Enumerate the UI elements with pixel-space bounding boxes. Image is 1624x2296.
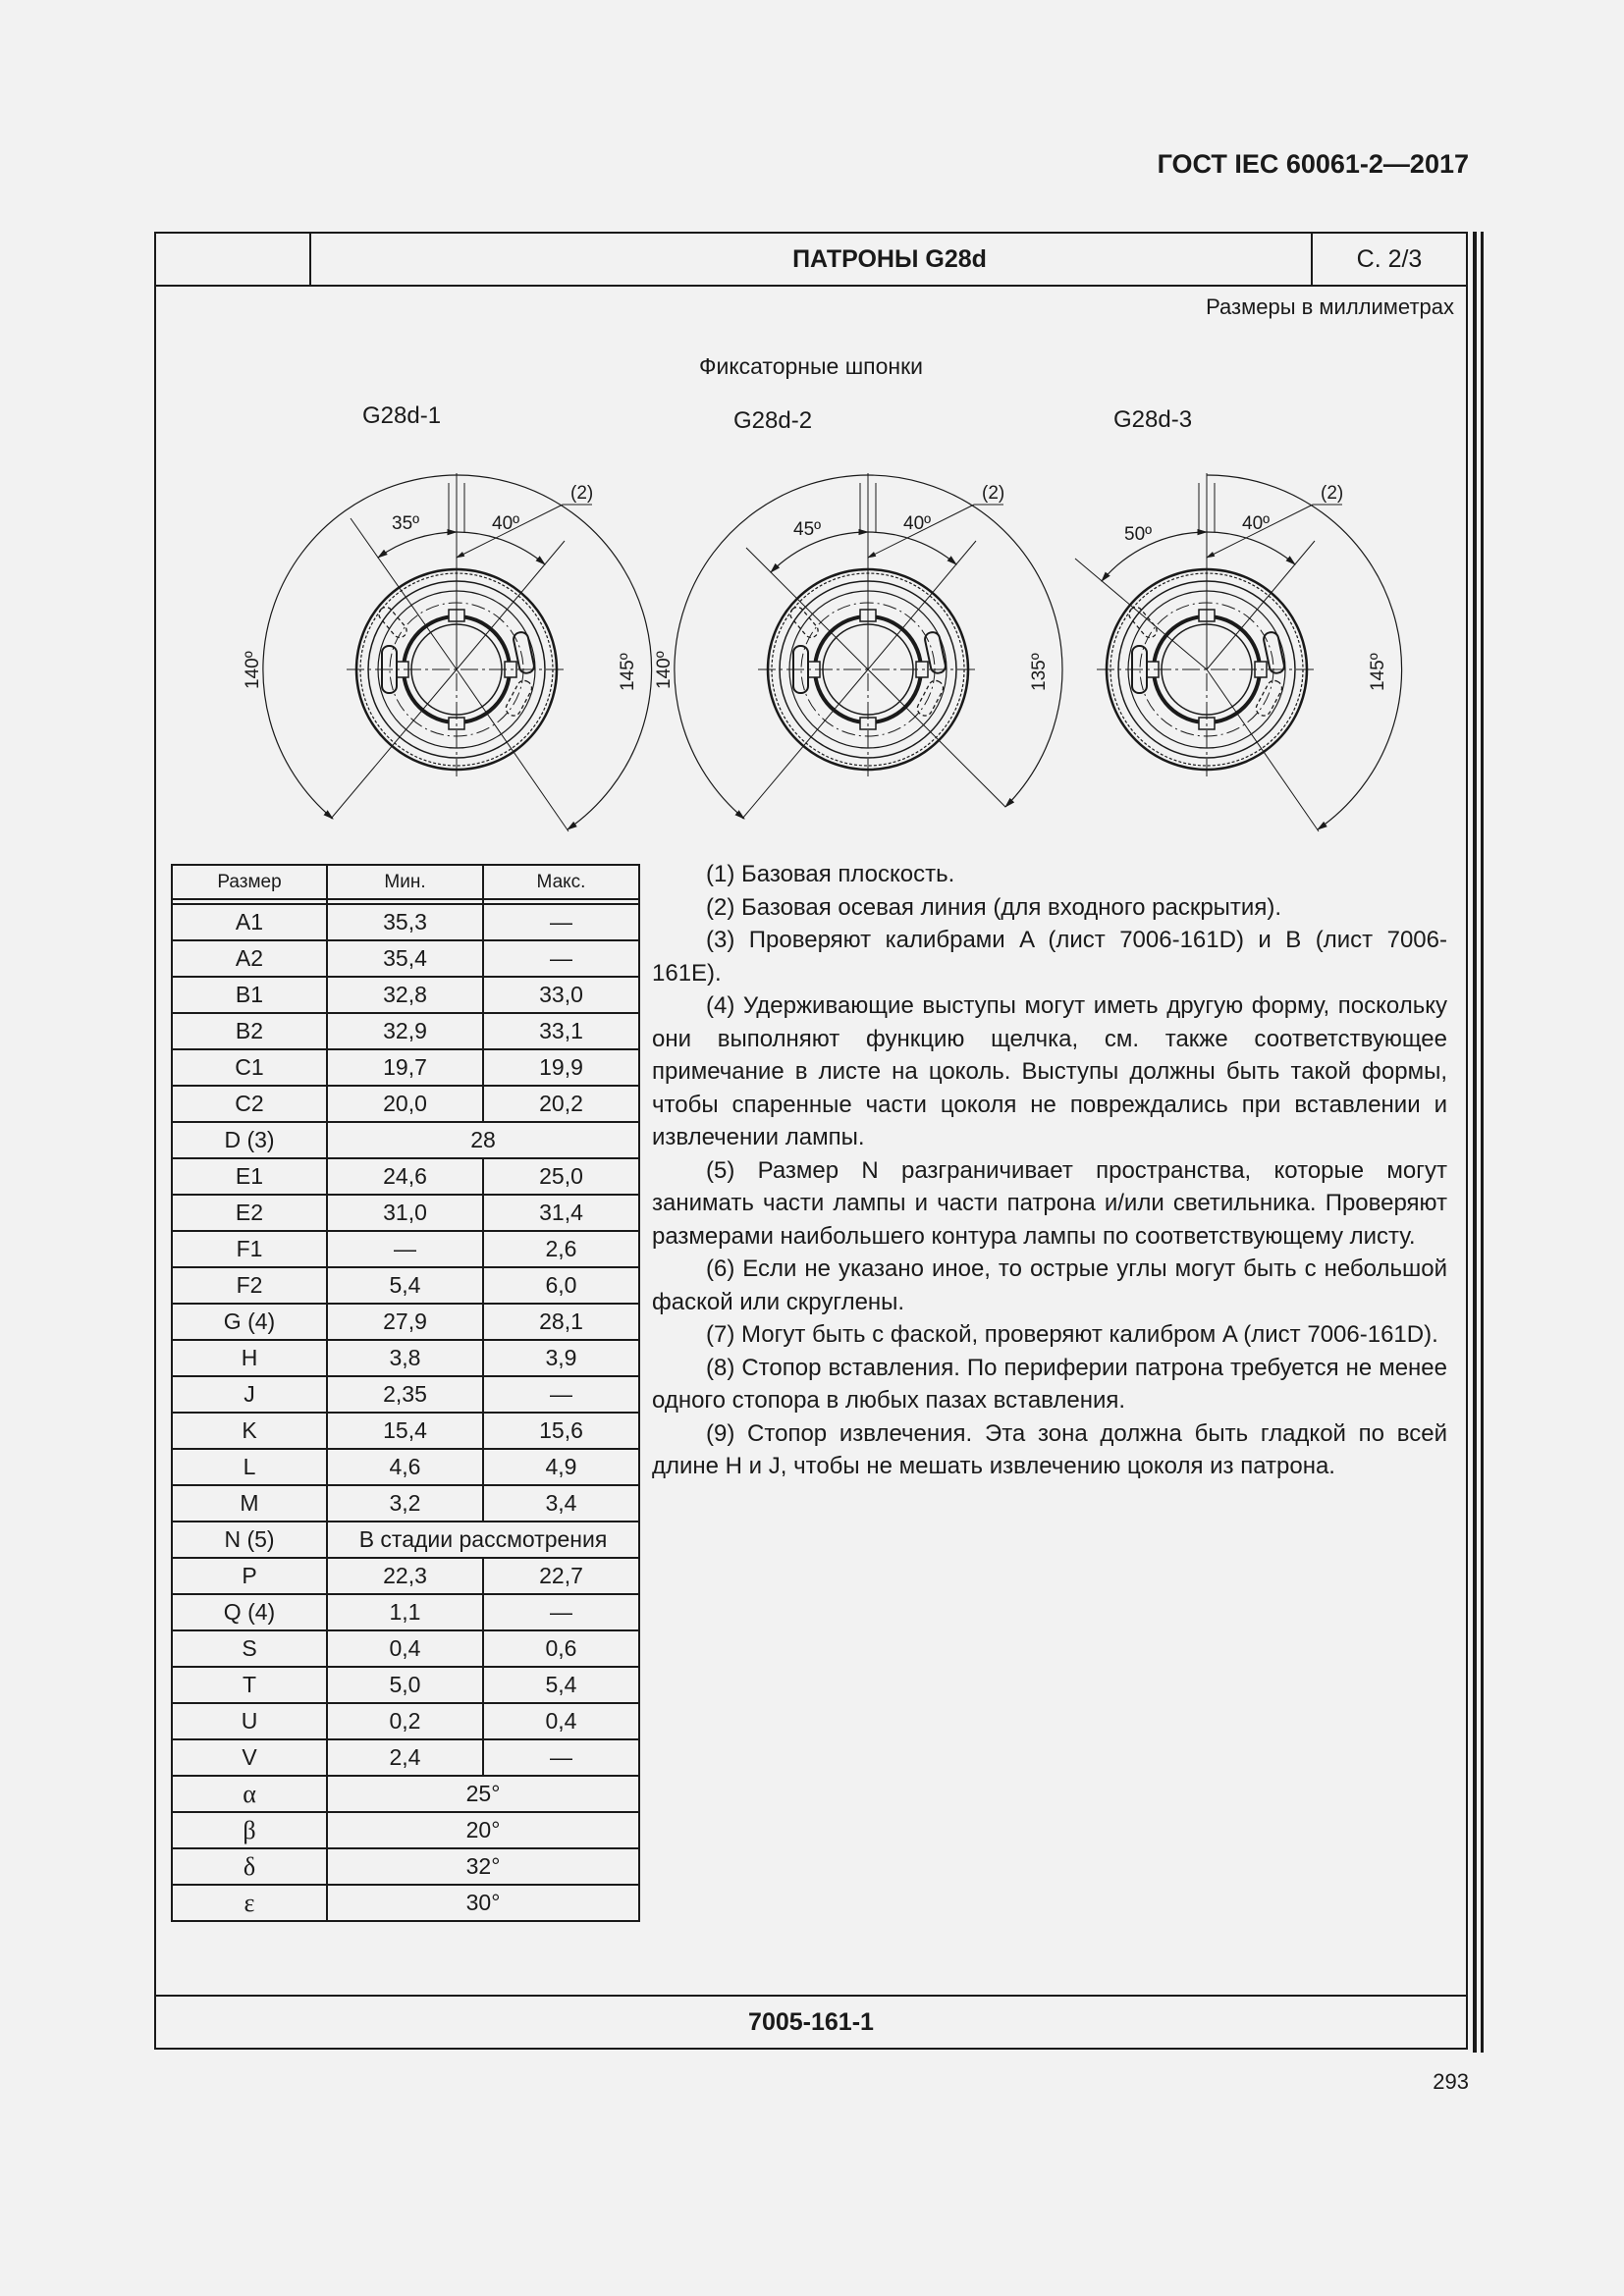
dimension-min: 3,8 bbox=[327, 1340, 483, 1376]
table-row bbox=[172, 1195, 639, 1231]
table-row bbox=[172, 1122, 639, 1158]
drawing-2-angle-left: 140º bbox=[654, 651, 675, 689]
drawing-3-angle-right: 145º bbox=[1368, 653, 1388, 691]
dimension-min: 20,0 bbox=[327, 1086, 483, 1122]
drawing-2-angle-right-top: 40º bbox=[903, 513, 932, 534]
dimension-min: 5,0 bbox=[327, 1667, 483, 1703]
drawing-3-angle-left-top: 50º bbox=[1124, 524, 1153, 545]
dimension-max: — bbox=[483, 904, 639, 940]
drawing-1-angle-left-top: 35º bbox=[392, 513, 420, 534]
dimension-name: C2 bbox=[172, 1086, 327, 1122]
dimension-max: 19,9 bbox=[483, 1049, 639, 1086]
drawing-1-ref: (2) bbox=[570, 483, 594, 504]
drawing-1-angle-left: 140º bbox=[243, 651, 263, 689]
dimension-min: 2,4 bbox=[327, 1739, 483, 1776]
table-row bbox=[172, 1304, 639, 1340]
dimension-max: 31,4 bbox=[483, 1195, 639, 1231]
dimension-max: — bbox=[483, 1376, 639, 1413]
dimension-name: L bbox=[172, 1449, 327, 1485]
dimension-max: 2,6 bbox=[483, 1231, 639, 1267]
sheet-page: С. 2/3 bbox=[1311, 234, 1466, 285]
table-header-cell: Размер bbox=[172, 865, 327, 899]
dimension-min: 31,0 bbox=[327, 1195, 483, 1231]
dimension-name: U bbox=[172, 1703, 327, 1739]
dimension-max: 4,9 bbox=[483, 1449, 639, 1485]
dimension-min: 35,3 bbox=[327, 904, 483, 940]
sheet-footer: 7005-161-1 bbox=[156, 1995, 1466, 2048]
table-header-cell: Мин. bbox=[327, 865, 483, 899]
table-row bbox=[172, 1594, 639, 1630]
dimension-name: B2 bbox=[172, 1013, 327, 1049]
table-row bbox=[172, 977, 639, 1013]
table-row bbox=[172, 1630, 639, 1667]
dimension-max: 15,6 bbox=[483, 1413, 639, 1449]
page-number: 293 bbox=[1433, 2069, 1469, 2094]
note-paragraph: (8) Стопор вставления. По периферии патрона требуется не менее одного стопора в любых пазах вставления. bbox=[652, 1354, 1447, 1414]
dimension-max: 33,0 bbox=[483, 977, 639, 1013]
dimension-name: V bbox=[172, 1739, 327, 1776]
dimension-max: 20,2 bbox=[483, 1086, 639, 1122]
dimension-name: E1 bbox=[172, 1158, 327, 1195]
dimension-max: 6,0 bbox=[483, 1267, 639, 1304]
table-row bbox=[172, 1413, 639, 1449]
table-row bbox=[172, 940, 639, 977]
dimension-name: α bbox=[172, 1776, 327, 1812]
dimension-name: P bbox=[172, 1558, 327, 1594]
dimension-max: — bbox=[483, 1739, 639, 1776]
lampholder-drawings bbox=[156, 234, 1466, 842]
dimension-min: 32,9 bbox=[327, 1013, 483, 1049]
dimension-name: N (5) bbox=[172, 1522, 327, 1558]
drawing-2-ref: (2) bbox=[982, 483, 1005, 504]
drawing-2-angle-right: 135º bbox=[1029, 653, 1050, 691]
note-paragraph: (9) Стопор извлечения. Эта зона должна быть гладкой по всей длине H и J, чтобы не мешать извлечению цоколя из патрона. bbox=[652, 1419, 1447, 1479]
dimension-min: 24,6 bbox=[327, 1158, 483, 1195]
dimension-min: 1,1 bbox=[327, 1594, 483, 1630]
frame-edge-line bbox=[1481, 232, 1484, 2053]
dimension-min: 0,2 bbox=[327, 1703, 483, 1739]
drawing-1-angle-right-top: 40º bbox=[492, 513, 520, 534]
table-row bbox=[172, 1885, 639, 1921]
dimension-min: — bbox=[327, 1231, 483, 1267]
sheet-frame bbox=[154, 232, 1468, 2050]
dimension-value: 20° bbox=[327, 1812, 639, 1848]
dimension-max: — bbox=[483, 940, 639, 977]
table-row bbox=[172, 1340, 639, 1376]
drawing-caption: Фиксаторные шпонки bbox=[698, 353, 924, 379]
drawing-label-1: G28d-1 bbox=[362, 402, 442, 429]
dimension-name: β bbox=[172, 1812, 327, 1848]
dimension-max: — bbox=[483, 1594, 639, 1630]
note-paragraph: (3) Проверяют калибрами A (лист 7006-161D) и B (лист 7006-161E). bbox=[652, 927, 1447, 987]
dimension-max: 0,6 bbox=[483, 1630, 639, 1667]
dimension-name: E2 bbox=[172, 1195, 327, 1231]
table-row bbox=[172, 1158, 639, 1195]
table-row bbox=[172, 1667, 639, 1703]
dimension-min: 32,8 bbox=[327, 977, 483, 1013]
dimension-max: 28,1 bbox=[483, 1304, 639, 1340]
table-row bbox=[172, 1449, 639, 1485]
drawing-2-angle-left-top: 45º bbox=[793, 519, 822, 540]
dimension-max: 3,4 bbox=[483, 1485, 639, 1522]
dimension-value: В стадии рассмотрения bbox=[327, 1522, 639, 1558]
frame-edge-line bbox=[1473, 232, 1477, 2053]
dimension-min: 4,6 bbox=[327, 1449, 483, 1485]
dimension-name: H bbox=[172, 1340, 327, 1376]
table-row bbox=[172, 1703, 639, 1739]
standard-code: ГОСТ IEC 60061-2—2017 bbox=[1157, 149, 1469, 179]
dimension-min: 35,4 bbox=[327, 940, 483, 977]
dimension-name: ε bbox=[172, 1885, 327, 1921]
dimension-max: 0,4 bbox=[483, 1703, 639, 1739]
table-row bbox=[172, 1485, 639, 1522]
sheet-title: ПАТРОНЫ G28d bbox=[792, 245, 987, 273]
dimension-name: J bbox=[172, 1376, 327, 1413]
units-note: Размеры в миллиметрах bbox=[1206, 294, 1454, 319]
table-header-row bbox=[172, 865, 639, 899]
note-paragraph: (6) Если не указано иное, то острые углы могут быть с небольшой фаской или скруглены. bbox=[652, 1255, 1447, 1315]
note-paragraph: (1) Базовая плоскость. bbox=[706, 861, 955, 887]
dimension-name: F1 bbox=[172, 1231, 327, 1267]
dimension-name: δ bbox=[172, 1848, 327, 1885]
note-paragraph: (7) Могут быть с фаской, проверяют калибром A (лист 7006-161D). bbox=[706, 1321, 1438, 1348]
dimension-max: 3,9 bbox=[483, 1340, 639, 1376]
dimension-min: 0,4 bbox=[327, 1630, 483, 1667]
table-row bbox=[172, 1812, 639, 1848]
dimension-value: 32° bbox=[327, 1848, 639, 1885]
table-row bbox=[172, 1086, 639, 1122]
table-row bbox=[172, 1739, 639, 1776]
dimension-min: 22,3 bbox=[327, 1558, 483, 1594]
dimension-name: M bbox=[172, 1485, 327, 1522]
drawing-1-angle-right: 145º bbox=[618, 653, 638, 691]
table-row bbox=[172, 1231, 639, 1267]
note-paragraph: (4) Удерживающие выступы могут иметь другую форму, поскольку они выполняют функцию щелчка, см. также соответствующее примечание в листе на цоколь. Выступы должны быть такой формы, чтобы спаренные части цоколя не повреждались при вставлении и извлечении лампы. bbox=[652, 992, 1447, 1150]
dimension-value: 28 bbox=[327, 1122, 639, 1158]
table-row bbox=[172, 1013, 639, 1049]
dimension-name: G (4) bbox=[172, 1304, 327, 1340]
dimension-min: 27,9 bbox=[327, 1304, 483, 1340]
dimension-name: F2 bbox=[172, 1267, 327, 1304]
table-row bbox=[172, 1376, 639, 1413]
drawing-3-angle-right-top: 40º bbox=[1242, 513, 1271, 534]
table-row bbox=[172, 1267, 639, 1304]
dimension-min: 3,2 bbox=[327, 1485, 483, 1522]
dimension-max: 22,7 bbox=[483, 1558, 639, 1594]
dimension-max: 25,0 bbox=[483, 1158, 639, 1195]
note-paragraph: (5) Размер N разграничивает пространства, которые могут занимать части лампы и части патрона и/или светильника. Проверяют размерами наибольшего контура лампы по соответствующему листу. bbox=[652, 1156, 1447, 1250]
dimension-max: 5,4 bbox=[483, 1667, 639, 1703]
table-row bbox=[172, 904, 639, 940]
table-header-cell: Макс. bbox=[483, 865, 639, 899]
table-row bbox=[172, 1776, 639, 1812]
dimension-name: T bbox=[172, 1667, 327, 1703]
dimension-name: A1 bbox=[172, 904, 327, 940]
dimension-value: 25° bbox=[327, 1776, 639, 1812]
dimension-name: B1 bbox=[172, 977, 327, 1013]
table-row bbox=[172, 1522, 639, 1558]
dimension-name: C1 bbox=[172, 1049, 327, 1086]
dimension-min: 15,4 bbox=[327, 1413, 483, 1449]
dimension-min: 5,4 bbox=[327, 1267, 483, 1304]
table-row bbox=[172, 1049, 639, 1086]
dimension-name: K bbox=[172, 1413, 327, 1449]
dimension-max: 33,1 bbox=[483, 1013, 639, 1049]
dimensions-table bbox=[171, 864, 640, 1922]
dimension-name: Q (4) bbox=[172, 1594, 327, 1630]
note-paragraph: (2) Базовая осевая линия (для входного раскрытия). bbox=[706, 893, 1281, 921]
dimension-value: 30° bbox=[327, 1885, 639, 1921]
notes bbox=[652, 858, 1447, 1483]
dimension-min: 19,7 bbox=[327, 1049, 483, 1086]
dimension-name: D (3) bbox=[172, 1122, 327, 1158]
table-row bbox=[172, 1558, 639, 1594]
drawing-label-2: G28d-2 bbox=[733, 407, 813, 434]
table-row bbox=[172, 1848, 639, 1885]
dimension-name: S bbox=[172, 1630, 327, 1667]
drawing-label-3: G28d-3 bbox=[1113, 406, 1193, 433]
dimension-min: 2,35 bbox=[327, 1376, 483, 1413]
dimension-name: A2 bbox=[172, 940, 327, 977]
drawing-3-ref: (2) bbox=[1321, 483, 1344, 504]
